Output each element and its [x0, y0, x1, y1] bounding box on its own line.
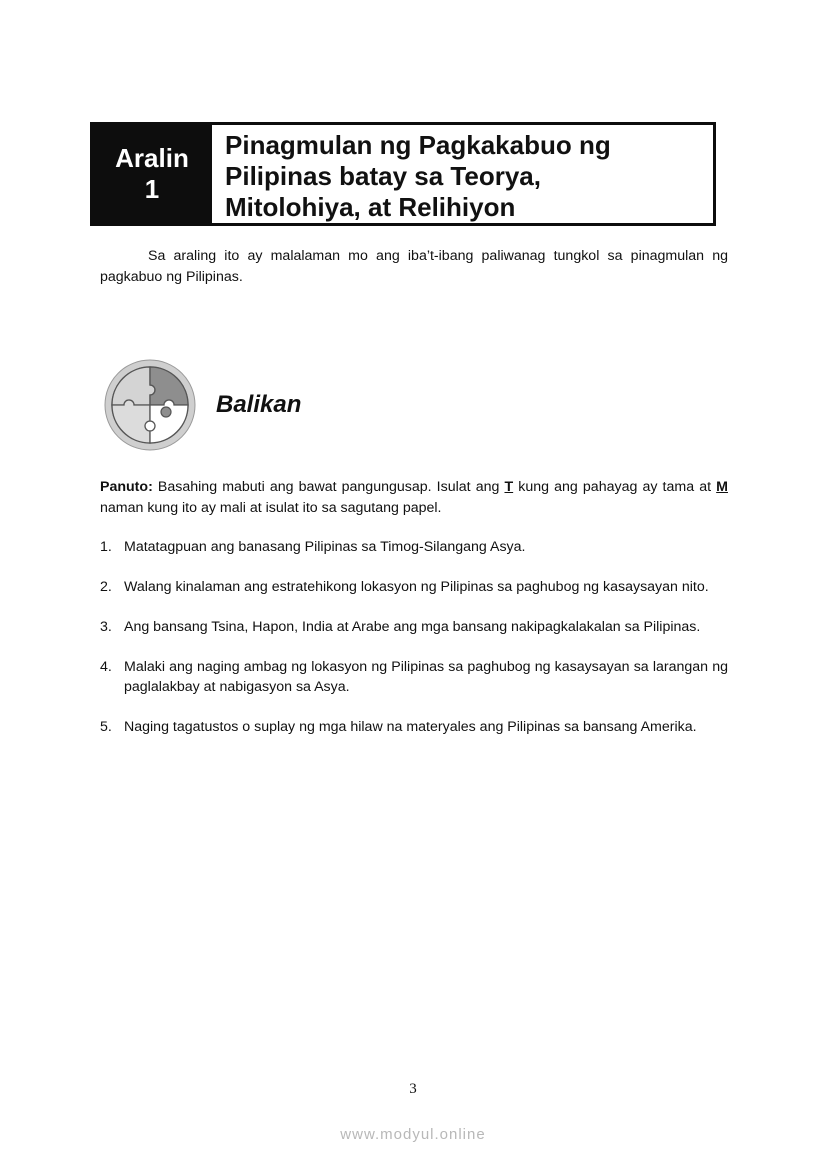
- instructions-label: Panuto:: [100, 479, 153, 495]
- question-item: [100, 537, 728, 557]
- lesson-title-box: [210, 122, 716, 226]
- instructions-text-b: kung ang pahayag ay tama at: [513, 479, 717, 495]
- instructions-text-a: Basahing mabuti ang bawat pangungusap. Isulat ang: [152, 479, 505, 495]
- question-number: 1.: [100, 539, 112, 555]
- intro-text: Sa araling ito ay malalaman mo ang iba’t-ibang paliwanag tungkol sa pinagmulan ng pagkabuo ng Pilipinas.: [100, 248, 728, 285]
- lesson-number: 1: [144, 174, 160, 204]
- lesson-title-line-1: Pinagmulan ng Pagkakabuo ng: [225, 130, 611, 160]
- true-letter: T: [504, 479, 514, 495]
- intro-paragraph: [100, 246, 728, 288]
- question-number: 3.: [100, 619, 112, 635]
- question-list: [100, 537, 728, 757]
- false-letter: M: [716, 479, 728, 495]
- page-number: 3: [409, 1081, 417, 1097]
- question-number: 2.: [100, 579, 112, 595]
- lesson-header: [90, 122, 716, 226]
- instructions: [100, 477, 728, 519]
- watermark: www.modyul.online: [340, 1126, 486, 1143]
- lesson-title-line-3: Mitolohiya, at Relihiyon: [225, 192, 516, 222]
- question-text: Matatagpuan ang banasang Pilipinas sa Timog-Silangang Asya.: [124, 539, 526, 555]
- puzzle-icon: [104, 359, 196, 451]
- lesson-title-line-2: Pilipinas batay sa Teorya,: [225, 161, 541, 191]
- question-item: [100, 577, 728, 597]
- lesson-label: Aralin: [115, 143, 189, 173]
- question-item: [100, 617, 728, 637]
- instructions-text-c: naman kung ito ay mali at isulat ito sa sagutang papel.: [100, 500, 442, 516]
- question-number: 4.: [100, 659, 112, 675]
- question-item: [100, 717, 728, 737]
- lesson-number-box: [90, 122, 210, 226]
- question-text: Malaki ang naging ambag ng lokasyon ng Pilipinas sa paghubog ng kasaysayan sa larangan ng paglalakbay at nabigasyon sa Asya.: [124, 659, 728, 695]
- question-text: Ang bansang Tsina, Hapon, India at Arabe ang mga bansang nakipagkalakalan sa Pilipinas.: [124, 619, 701, 635]
- section-title: Balikan: [216, 391, 302, 418]
- question-item: [100, 657, 728, 697]
- question-number: 5.: [100, 719, 112, 735]
- question-text: Naging tagatustos o suplay ng mga hilaw na materyales ang Pilipinas sa bansang Amerika.: [124, 719, 697, 735]
- question-text: Walang kinalaman ang estratehikong lokasyon ng Pilipinas sa paghubog ng kasaysayan nito.: [124, 579, 709, 595]
